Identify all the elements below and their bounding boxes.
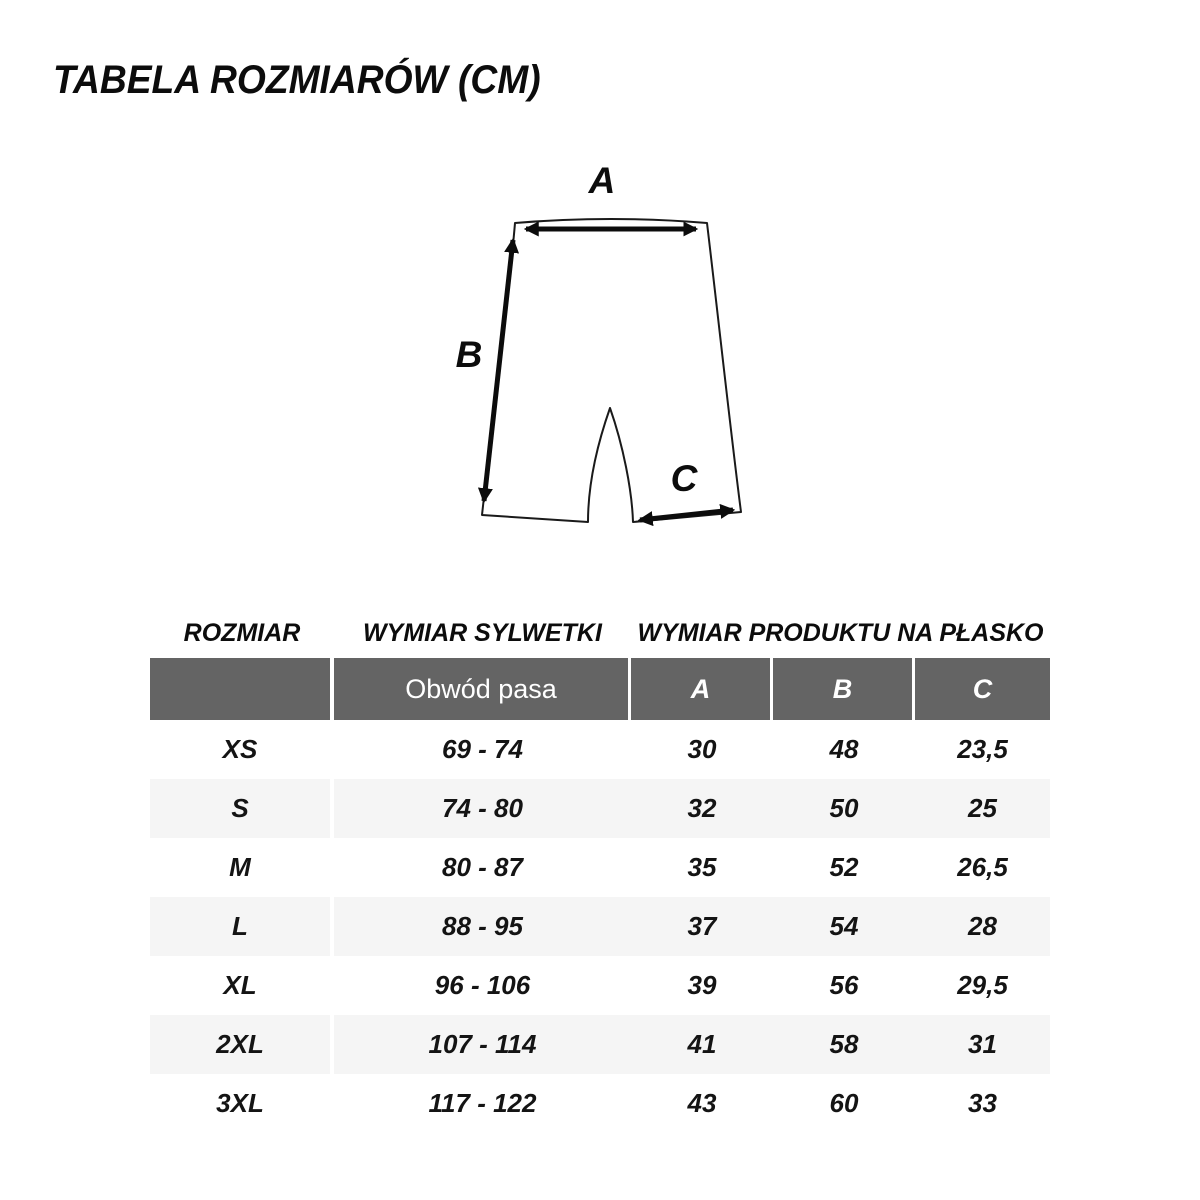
b-cell: 50 [829,793,859,823]
diagram-label-a: A [588,160,616,201]
c-cell: 33 [968,1088,997,1118]
size-cell: XL [223,970,257,1000]
c-cell: 28 [968,911,997,941]
size-cell: 3XL [216,1088,264,1118]
table-header-row [150,658,1050,720]
b-cell: 52 [829,852,859,882]
group-header-size: ROZMIAR [183,619,301,647]
b-cell: 48 [829,734,859,764]
size-cell: S [150,779,330,838]
shorts-measurement-diagram [440,150,770,570]
header-cell-waist: Obwód pasa [334,658,628,720]
size-cell: 2XL [150,1015,330,1074]
header-cell-c: C [915,658,1050,720]
b-cell: 54 [829,911,859,941]
a-cell: 41 [687,1029,717,1059]
b-cell: 56 [829,970,859,1000]
header-cell-empty [150,658,330,720]
table-row-xl [150,956,1050,1015]
a-cell: 30 [687,734,717,764]
a-cell: 37 [687,911,717,941]
b-cell: 60 [829,1088,859,1118]
table-row-m [150,838,1050,897]
size-table [150,612,1050,1133]
diagram-label-c: C [670,458,698,499]
waist-cell: 96 - 106 [434,970,531,1000]
size-cell: L [150,897,330,956]
measure-arrow-b [484,240,513,501]
shorts-outline [482,219,741,522]
a-cell: 32 [687,793,717,823]
a-cell: 43 [687,1088,717,1118]
table-row-xs [150,720,1050,779]
table-row-s [150,779,1050,838]
table-group-headers [150,612,1050,658]
header-cell-a: A [631,658,770,720]
waist-cell: 69 - 74 [442,734,523,764]
group-header-body-measure: WYMIAR SYLWETKI [363,619,602,647]
c-cell: 26,5 [957,852,1008,882]
waist-cell: 74 - 80 [442,793,523,823]
c-cell: 31 [968,1029,997,1059]
c-cell: 23,5 [957,734,1008,764]
waist-cell: 88 - 95 [442,911,523,941]
table-row-3xl [150,1074,1050,1133]
c-cell: 25 [968,793,997,823]
c-cell: 29,5 [957,970,1008,1000]
table-row-l [150,897,1050,956]
table-row-2xl [150,1015,1050,1074]
header-cell-b: B [773,658,912,720]
b-cell: 58 [829,1029,859,1059]
size-cell: M [229,852,251,882]
waist-cell: 117 - 122 [428,1088,537,1118]
a-cell: 35 [687,852,717,882]
a-cell: 39 [687,970,717,1000]
group-header-product-flat: WYMIAR PRODUKTU NA PŁASKO [637,619,1044,647]
size-cell: XS [222,734,258,764]
waist-cell: 80 - 87 [442,852,523,882]
waist-cell: 107 - 114 [428,1029,537,1059]
page-title: TABELA ROZMIARÓW (CM) [53,58,541,102]
diagram-label-b: B [455,334,483,375]
